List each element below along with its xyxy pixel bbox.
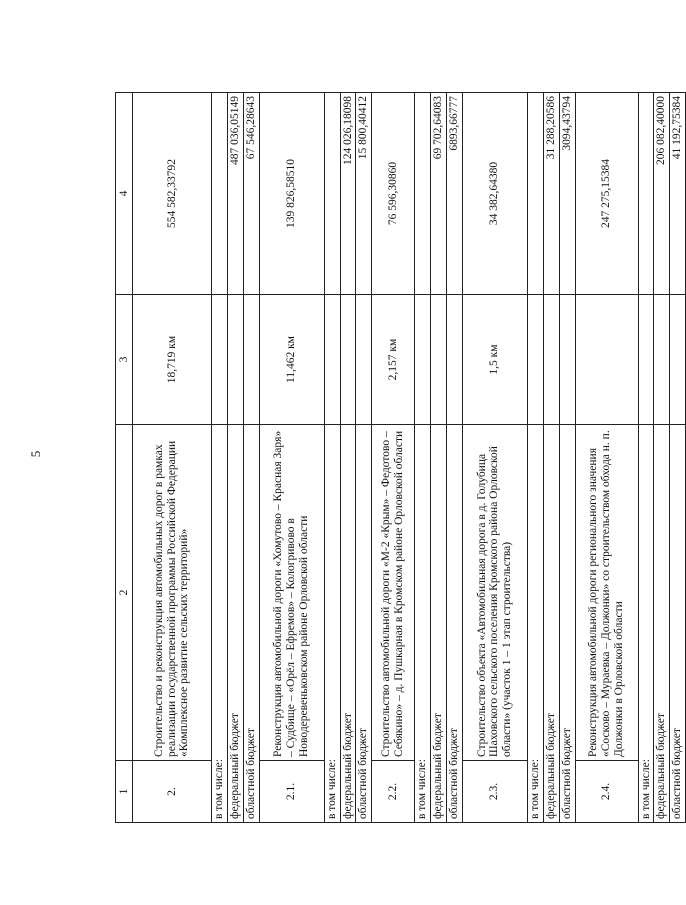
federal-label: федеральный бюджет	[227, 425, 243, 823]
table-row	[243, 93, 259, 823]
row-length: 2,157 км	[372, 295, 415, 425]
empty-cell	[670, 295, 686, 425]
table-row	[543, 93, 559, 823]
in-total-label: в том числе:	[324, 425, 340, 823]
row-description: Реконструкция автомобильной дороги регионального значения «Сосково – Мураевка – Должонки» со строительством обхода н. п. Должонки в Орловской области	[575, 425, 638, 761]
table-row	[575, 93, 638, 823]
budget-table	[115, 92, 686, 823]
header-row	[116, 93, 133, 823]
table-row	[638, 93, 654, 823]
table-row	[527, 93, 543, 823]
row-number: 2.3.	[462, 761, 527, 823]
in-total-label: в том числе:	[415, 425, 431, 823]
empty-cell	[212, 93, 228, 295]
row-amount: 76 596,30860	[372, 93, 415, 295]
empty-cell	[447, 295, 463, 425]
regional-amount: 6893,66777	[447, 93, 463, 295]
table-row	[415, 93, 431, 823]
page-number: 5	[28, 450, 43, 458]
table-row	[654, 93, 670, 823]
header-cell: 1	[116, 761, 133, 823]
rotated-table-wrapper	[115, 93, 684, 823]
federal-label: федеральный бюджет	[340, 425, 356, 823]
row-amount: 247 275,15384	[575, 93, 638, 295]
table-row	[462, 93, 527, 823]
table-row	[324, 93, 340, 823]
in-total-label: в том числе:	[638, 425, 654, 823]
table-row	[259, 93, 324, 823]
in-total-label: в том числе:	[527, 425, 543, 823]
row-amount: 554 582,33792	[133, 93, 212, 295]
federal-amount: 69 702,64083	[431, 93, 447, 295]
empty-cell	[324, 93, 340, 295]
regional-label: областной бюджет	[559, 425, 575, 823]
empty-cell	[543, 295, 559, 425]
row-length: 1,5 км	[462, 295, 527, 425]
empty-cell	[356, 295, 372, 425]
empty-cell	[340, 295, 356, 425]
regional-amount: 67 546,28643	[243, 93, 259, 295]
empty-cell	[431, 295, 447, 425]
federal-label: федеральный бюджет	[431, 425, 447, 823]
regional-amount: 3094,43794	[559, 93, 575, 295]
table-row	[212, 93, 228, 823]
regional-label: областной бюджет	[447, 425, 463, 823]
header-cell: 4	[116, 93, 133, 295]
table-row	[431, 93, 447, 823]
row-length: 18,719 км	[133, 295, 212, 425]
federal-label: федеральный бюджет	[543, 425, 559, 823]
regional-amount: 41 192,75384	[670, 93, 686, 295]
empty-cell	[527, 93, 543, 295]
empty-cell	[415, 295, 431, 425]
row-amount: 34 382,64380	[462, 93, 527, 295]
row-description: Строительство автомобильной дороги «М-2 «Крым» – Федотово – Себякино» – д. Пушкарная в Кромском районе Орловской области	[372, 425, 415, 761]
regional-label: областной бюджет	[243, 425, 259, 823]
header-cell: 3	[116, 295, 133, 425]
empty-cell	[638, 93, 654, 295]
row-number: 2.	[133, 761, 212, 823]
row-number: 2.1.	[259, 761, 324, 823]
federal-amount: 206 082,40000	[654, 93, 670, 295]
federal-amount: 31 288,20586	[543, 93, 559, 295]
in-total-label: в том числе:	[212, 425, 228, 823]
row-description: Строительство объекта «Автомобильная дорога в д. Голубица Шаховского сельского поселения Кромского района Орловской области» (участок 1 – 1 этап строительства)	[462, 425, 527, 761]
empty-cell	[212, 295, 228, 425]
regional-amount: 15 800,40412	[356, 93, 372, 295]
table-row	[340, 93, 356, 823]
empty-cell	[415, 93, 431, 295]
header-cell: 2	[116, 425, 133, 761]
table-row	[133, 93, 212, 823]
row-description: Реконструкция автомобильной дороги «Хомутово – Красная Заря» – Судбище – «Орёл – Ефремов» – Кологривово в Новодеревеньковском районе Орловской области	[259, 425, 324, 761]
empty-cell	[527, 295, 543, 425]
row-number: 2.4.	[575, 761, 638, 823]
table-row	[447, 93, 463, 823]
empty-cell	[654, 295, 670, 425]
empty-cell	[243, 295, 259, 425]
empty-cell	[227, 295, 243, 425]
federal-amount: 487 036,05149	[227, 93, 243, 295]
empty-cell	[638, 295, 654, 425]
row-amount: 139 826,58510	[259, 93, 324, 295]
empty-cell	[324, 295, 340, 425]
row-description: Строительство и реконструкция автомобильных дорог в рамках реализации государственной программы Российской Федерации «Комплексное развитие сельских территорий»	[133, 425, 212, 761]
federal-amount: 124 026,18098	[340, 93, 356, 295]
table-row	[670, 93, 686, 823]
regional-label: областной бюджет	[670, 425, 686, 823]
table-row	[372, 93, 415, 823]
row-length	[575, 295, 638, 425]
table-row	[356, 93, 372, 823]
empty-cell	[559, 295, 575, 425]
regional-label: областной бюджет	[356, 425, 372, 823]
table-row	[227, 93, 243, 823]
row-length: 11,462 км	[259, 295, 324, 425]
table-row	[559, 93, 575, 823]
row-number: 2.2.	[372, 761, 415, 823]
federal-label: федеральный бюджет	[654, 425, 670, 823]
